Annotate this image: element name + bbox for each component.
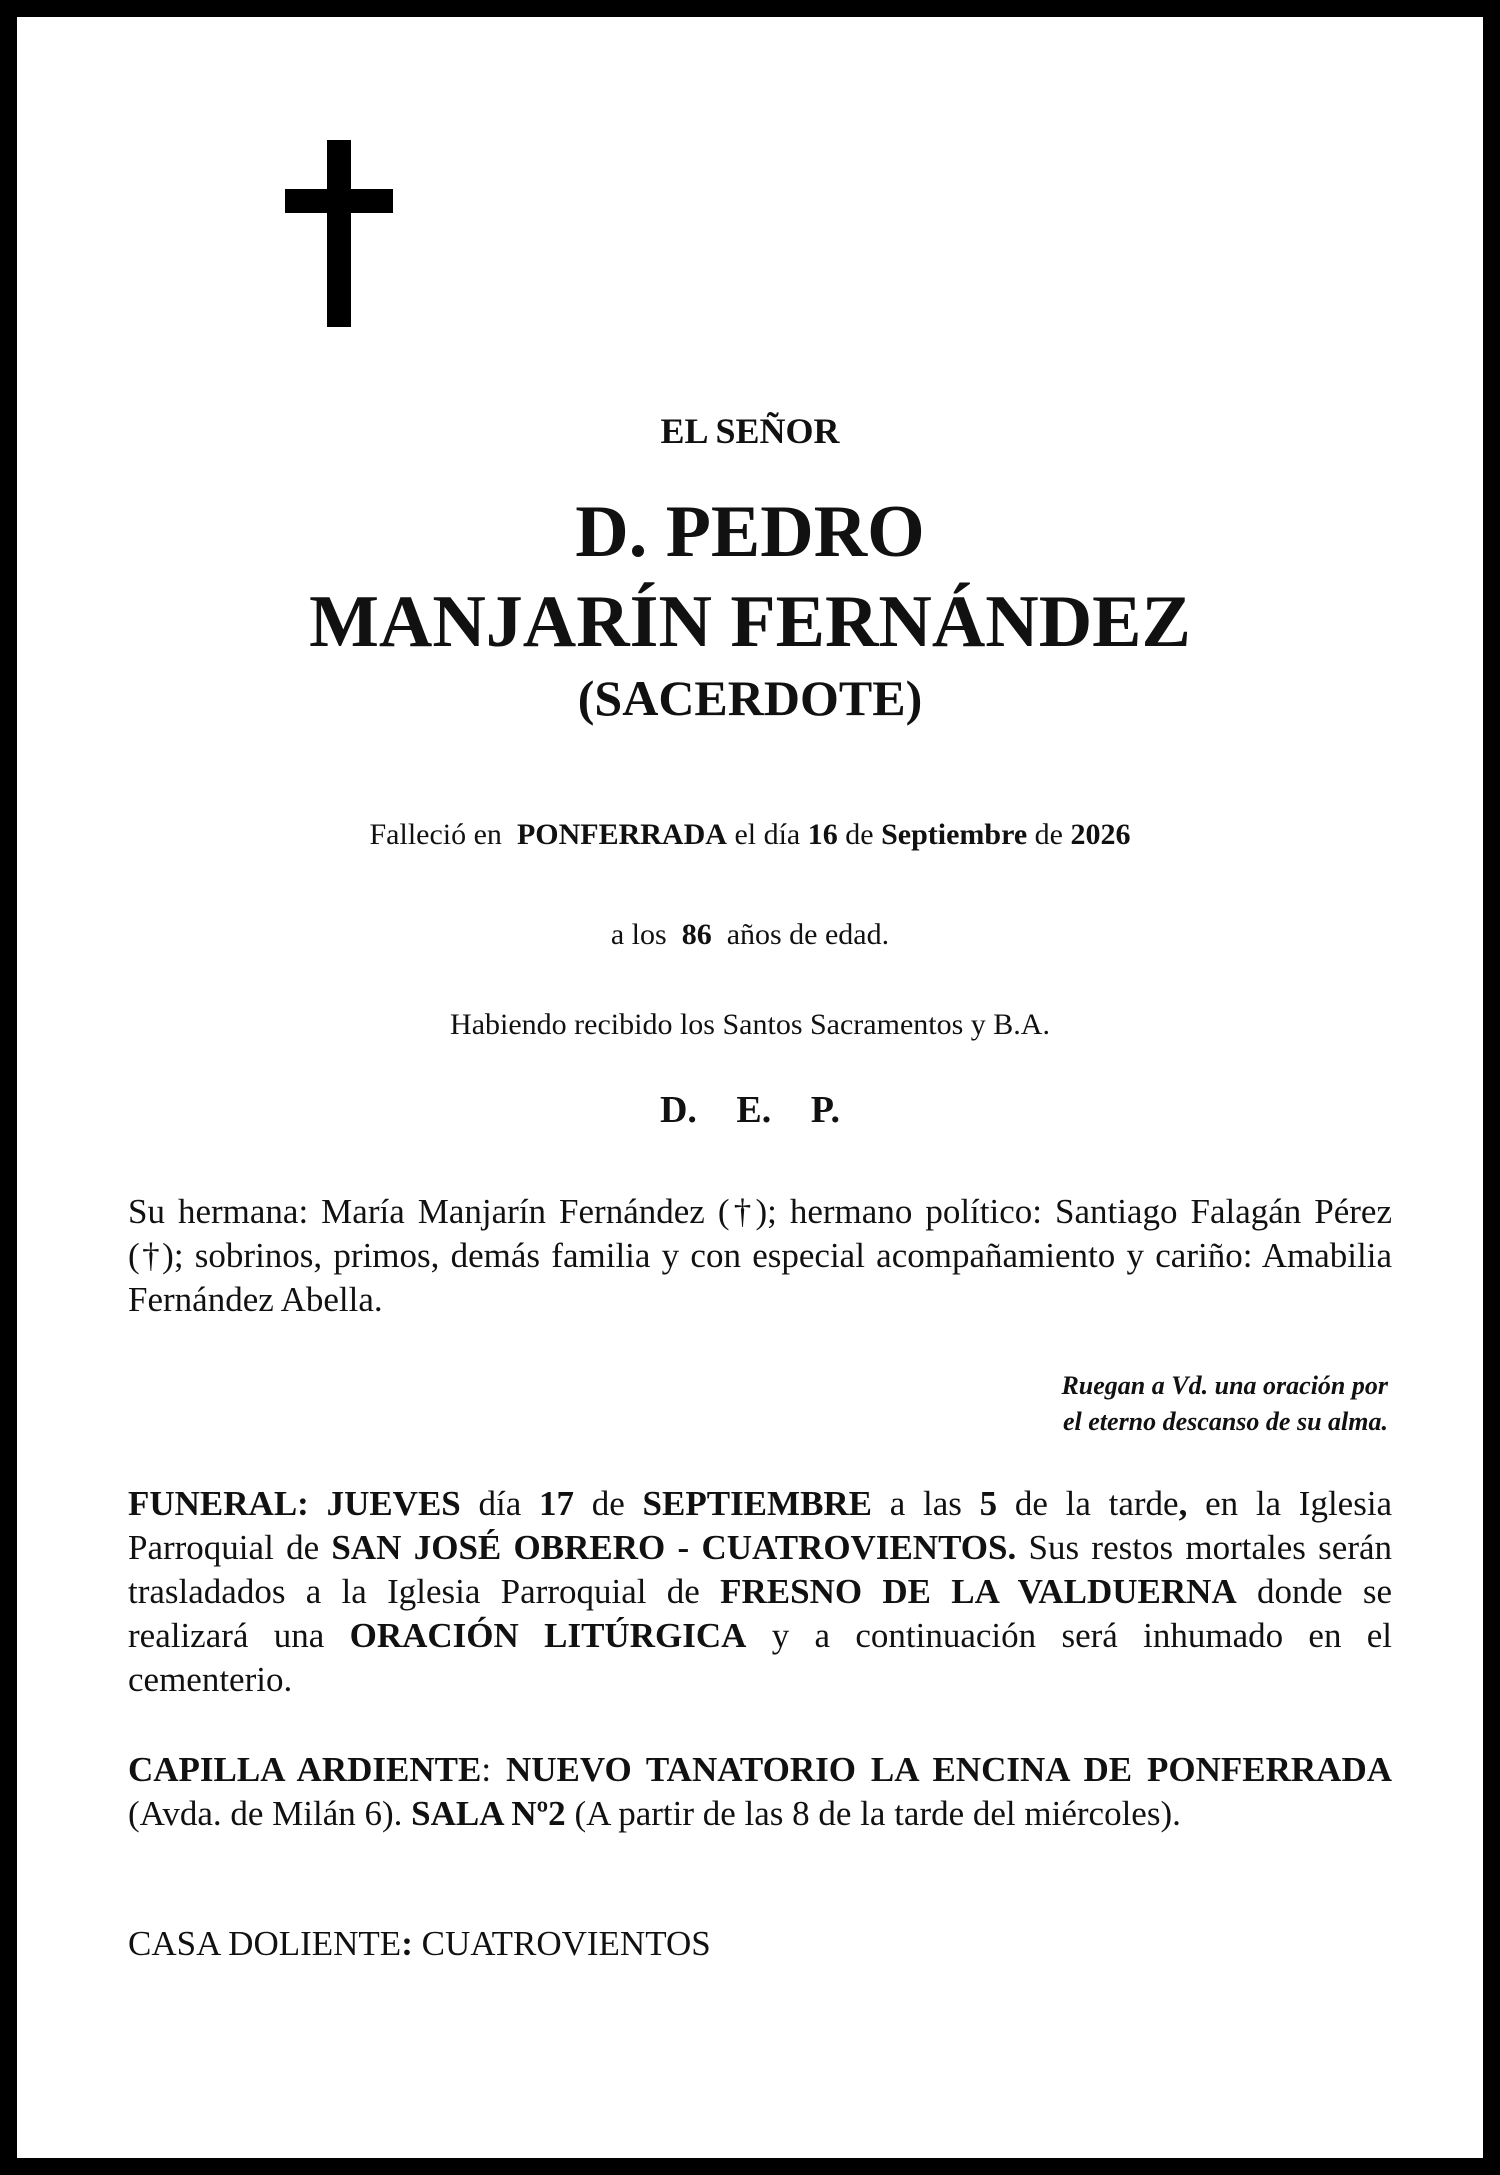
cross-icon xyxy=(285,140,393,327)
funeral-text-8: y a continuación será inhumado en el cementerio. xyxy=(128,1616,1393,1699)
funeral-text-5: en la Iglesia Parroquial de xyxy=(128,1484,1393,1567)
house-colon: : xyxy=(401,1924,413,1963)
age-prefix: a los xyxy=(610,918,667,951)
death-text-de1: de xyxy=(845,818,874,851)
family-paragraph: Su hermana: María Manjarín Fernández (†); hermano político: Santiago Falagán Pérez (†); sobrinos, primos, demás familia y con especial acompañamiento y cariño: Amabilia Fernández Abella. xyxy=(128,1192,1392,1319)
prayer-request xyxy=(1061,1368,1388,1440)
funeral-label: FUNERAL: xyxy=(128,1484,309,1523)
death-prefix: Falleció en xyxy=(369,818,502,851)
honorific: EL SEÑOR xyxy=(660,411,840,451)
funeral-ceremony: ORACIÓN LITÚRGICA xyxy=(349,1616,747,1655)
age-suffix: años de edad. xyxy=(726,918,890,951)
chapel-address: (Avda. de Milán 6). xyxy=(128,1794,403,1833)
death-month: Septiembre xyxy=(881,818,1028,851)
funeral-comma: , xyxy=(1178,1484,1188,1523)
deceased-name-line1: D. PEDRO xyxy=(575,491,925,573)
age-years: 86 xyxy=(681,918,712,951)
house-label: CASA DOLIENTE xyxy=(128,1924,402,1963)
deceased-role: (SACERDOTE) xyxy=(577,670,923,726)
chapel-label: CAPILLA ARDIENTE xyxy=(128,1750,482,1789)
death-day: 16 xyxy=(807,818,838,851)
funeral-church: SAN JOSÉ OBRERO - CUATROVIENTOS. xyxy=(331,1528,1017,1567)
funeral-day: 17 xyxy=(539,1484,575,1523)
death-text-de2: de xyxy=(1034,818,1063,851)
funeral-paragraph xyxy=(128,1482,1392,1702)
age-line xyxy=(0,918,1500,952)
chapel-paragraph xyxy=(128,1748,1392,1836)
sacraments-line: Habiendo recibido los Santos Sacramentos y B.A. xyxy=(450,1008,1050,1041)
funeral-text-4: de la tarde xyxy=(1014,1484,1179,1523)
funeral-month: SEPTIEMBRE xyxy=(642,1484,873,1523)
deceased-name-line2: MANJARÍN FERNÁNDEZ xyxy=(309,581,1191,663)
funeral-text-3: a las xyxy=(889,1484,962,1523)
chapel-schedule: (A partir de las 8 de la tarde del miércoles). xyxy=(574,1794,1181,1833)
funeral-weekday: JUEVES xyxy=(326,1484,461,1523)
prayer-line1: Ruegan a Vd. una oración por xyxy=(1061,1371,1388,1400)
funeral-text-7: donde se realizará una xyxy=(128,1572,1393,1655)
chapel-colon: : xyxy=(481,1750,492,1789)
house-place: CUATROVIENTOS xyxy=(421,1924,711,1963)
funeral-text-2: de xyxy=(591,1484,625,1523)
chapel-place: NUEVO TANATORIO LA ENCINA DE PONFERRADA xyxy=(505,1750,1393,1789)
chapel-room: SALA Nº2 xyxy=(411,1794,566,1833)
death-year: 2026 xyxy=(1070,818,1131,851)
funeral-burial-church: FRESNO DE LA VALDUERNA xyxy=(720,1572,1237,1611)
death-line xyxy=(0,818,1500,852)
dep-line: D. E. P. xyxy=(659,1089,840,1131)
death-place: PONFERRADA xyxy=(516,818,727,851)
funeral-text-6: Sus restos mortales serán trasladados a la Iglesia Parroquial de xyxy=(128,1528,1393,1611)
death-text-day: el día xyxy=(734,818,801,851)
funeral-text-1: día xyxy=(478,1484,522,1523)
prayer-line2: el eterno descanso de su alma. xyxy=(1063,1407,1388,1436)
mourning-house-line xyxy=(128,1922,1392,1966)
funeral-hour: 5 xyxy=(979,1484,998,1523)
